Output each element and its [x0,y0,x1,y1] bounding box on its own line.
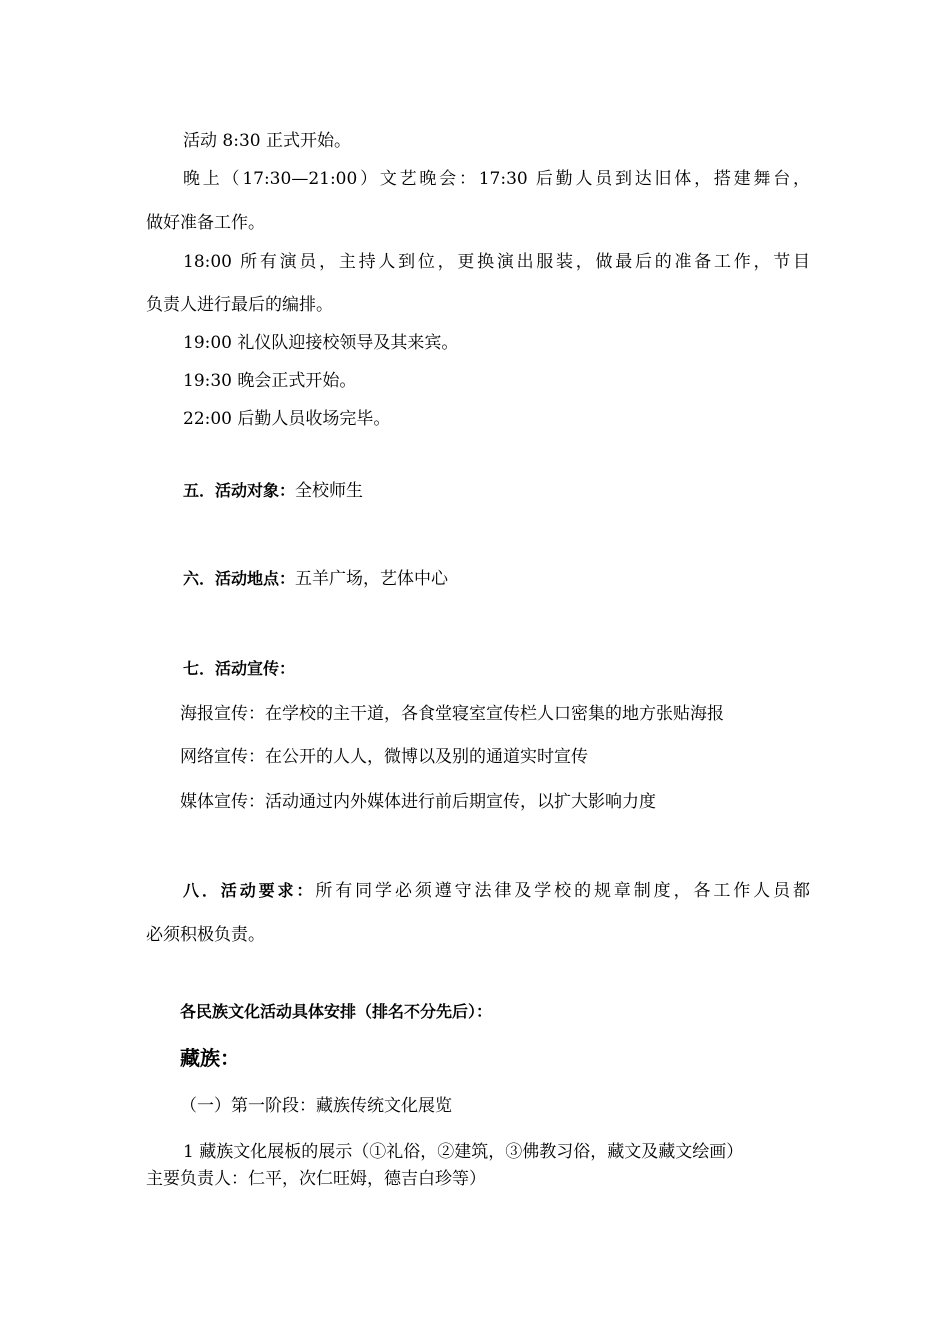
tibetan-heading: 藏族： [180,1046,240,1070]
schedule-line-1800-cont: 负责人进行最后的编排。 [146,295,333,315]
tibetan-stage-1: （一）第一阶段：藏族传统文化展览 [180,1096,452,1116]
section-5-heading: 五．活动对象： [183,481,296,500]
section-6 [183,568,810,590]
tibetan-item-1-cont: 主要负责人：仁平，次仁旺姆，德吉白珍等） [146,1169,486,1189]
schedule-line-1900: 19:00 礼仪队迎接校领导及其来宾。 [183,333,459,353]
section-8-heading: 八．活动要求： [183,881,316,900]
section-7-media: 媒体宣传：活动通过内外媒体进行前后期宣传，以扩大影响力度 [180,792,656,812]
section-7-network: 网络宣传：在公开的人人，微博以及别的通道实时宣传 [180,747,588,767]
tibetan-item-1: 1 藏族文化展板的展示（①礼俗，②建筑，③佛教习俗，藏文及藏文绘画） [183,1142,744,1162]
section-8 [183,880,810,902]
ethnic-heading: 各民族文化活动具体安排（排名不分先后）： [180,1002,493,1021]
schedule-line-1800: 18:00 所有演员，主持人到位，更换演出服装，做最后的准备工作，节目 [183,252,810,272]
section-5 [183,480,810,502]
schedule-line-start: 活动 8:30 正式开始。 [183,131,351,151]
section-6-text: 五羊广场，艺体中心 [295,569,449,589]
schedule-line-evening: 晚上（17:30—21:00）文艺晚会：17:30 后勤人员到达旧体，搭建舞台， [183,169,810,189]
section-5-text: 全校师生 [295,481,364,501]
schedule-line-2200: 22:00 后勤人员收场完毕。 [183,409,391,429]
section-7-heading: 七．活动宣传： [183,659,296,678]
schedule-line-1930: 19:30 晚会正式开始。 [183,371,357,391]
section-8-text: 所有同学必须遵守法律及学校的规章制度，各工作人员都 [315,881,810,901]
schedule-line-evening-cont: 做好准备工作。 [146,213,265,233]
section-7-poster: 海报宣传：在学校的主干道，各食堂寝室宣传栏人口密集的地方张贴海报 [180,704,724,724]
section-8-text-cont: 必须积极负责。 [146,925,265,945]
section-6-heading: 六．活动地点： [183,569,296,588]
